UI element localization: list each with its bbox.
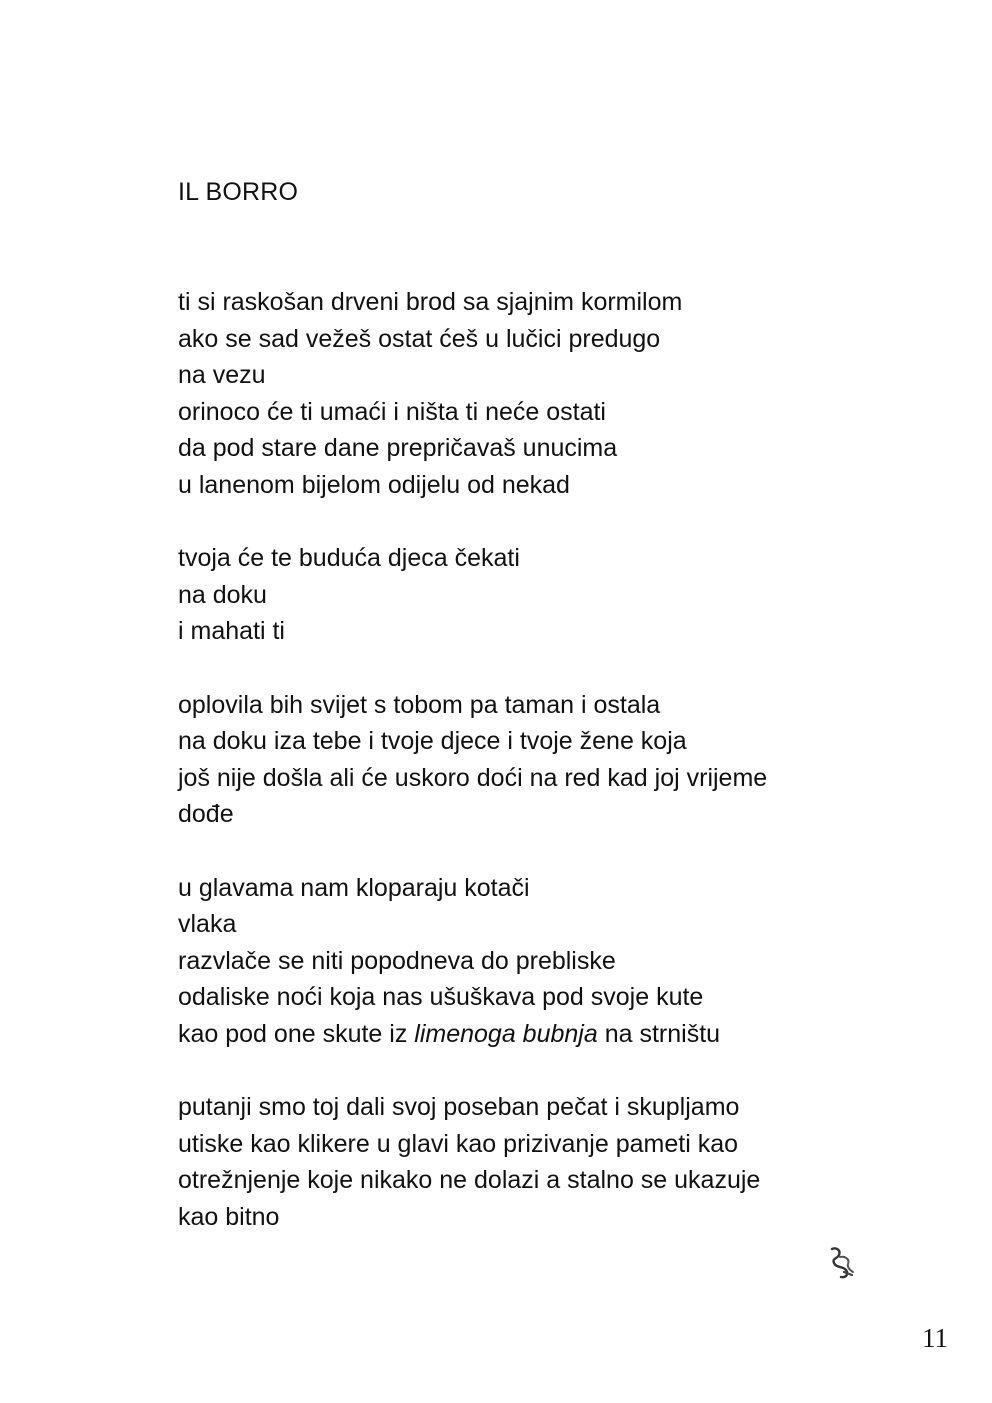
poem-line: razvlače se niti popodneva do prebliske [178,946,616,975]
poem-line: otrežnjenje koje nikako ne dolazi a stalno se ukazuje [178,1166,761,1195]
poem-line: u lanenom bijelom odijelu od nekad [178,470,570,499]
poem-line: orinoco će ti umaći i ništa ti neće ostati [178,397,606,426]
poem-line: odaliske noći koja nas ušuškava pod svoje kute [178,983,704,1012]
page-number: 11 [922,1323,948,1353]
poem-line: na doku iza tebe i tvoje djece i tvoje žene koja [178,727,687,756]
poem-line: da pod stare dane prepričavaš unucima [178,434,618,463]
poem-line: još nije došla ali će uskoro doći na red kad joj vrijeme [178,763,768,792]
stanza-4 [178,870,898,1053]
poem-line: utiske kao klikere u glavi kao prizivanje pameti kao [178,1129,738,1158]
poem-line: kao bitno [178,1202,280,1231]
poem-line: ako se sad vežeš ostat ćeš u lučici predugo [178,324,661,353]
poem-line-with-italic [178,1016,898,1053]
poem-line: dođe [178,800,234,829]
poem-line: vlaka [178,910,237,939]
stanza-5 [178,1089,898,1235]
poem-line: putanji smo toj dali svoj poseban pečat i skupljamo [178,1093,740,1122]
italic-book-title: limenoga bubnja [414,1019,598,1048]
poem-line: na doku [178,580,267,609]
poem-title: IL BORRO [178,178,299,206]
end-of-poem-flourish-icon [826,1245,858,1281]
poem-line: oplovila bih svijet s tobom pa taman i ostala [178,690,661,719]
line-text: na strništu [597,1019,721,1048]
poem-line: tvoja će te buduća djeca čekati [178,544,520,573]
line-text: kao pod one skute iz [178,1019,415,1048]
stanza-3 [178,687,898,833]
stanza-1 [178,284,898,504]
poem-line: i mahati ti [178,617,285,646]
poem-line: na vezu [178,361,266,390]
poem-line: ti si raskošan drveni brod sa sjajnim kormilom [178,288,683,316]
stanza-2 [178,540,898,650]
poem-line: u glavama nam kloparaju kotači [178,873,530,902]
poem-body [178,284,898,1272]
